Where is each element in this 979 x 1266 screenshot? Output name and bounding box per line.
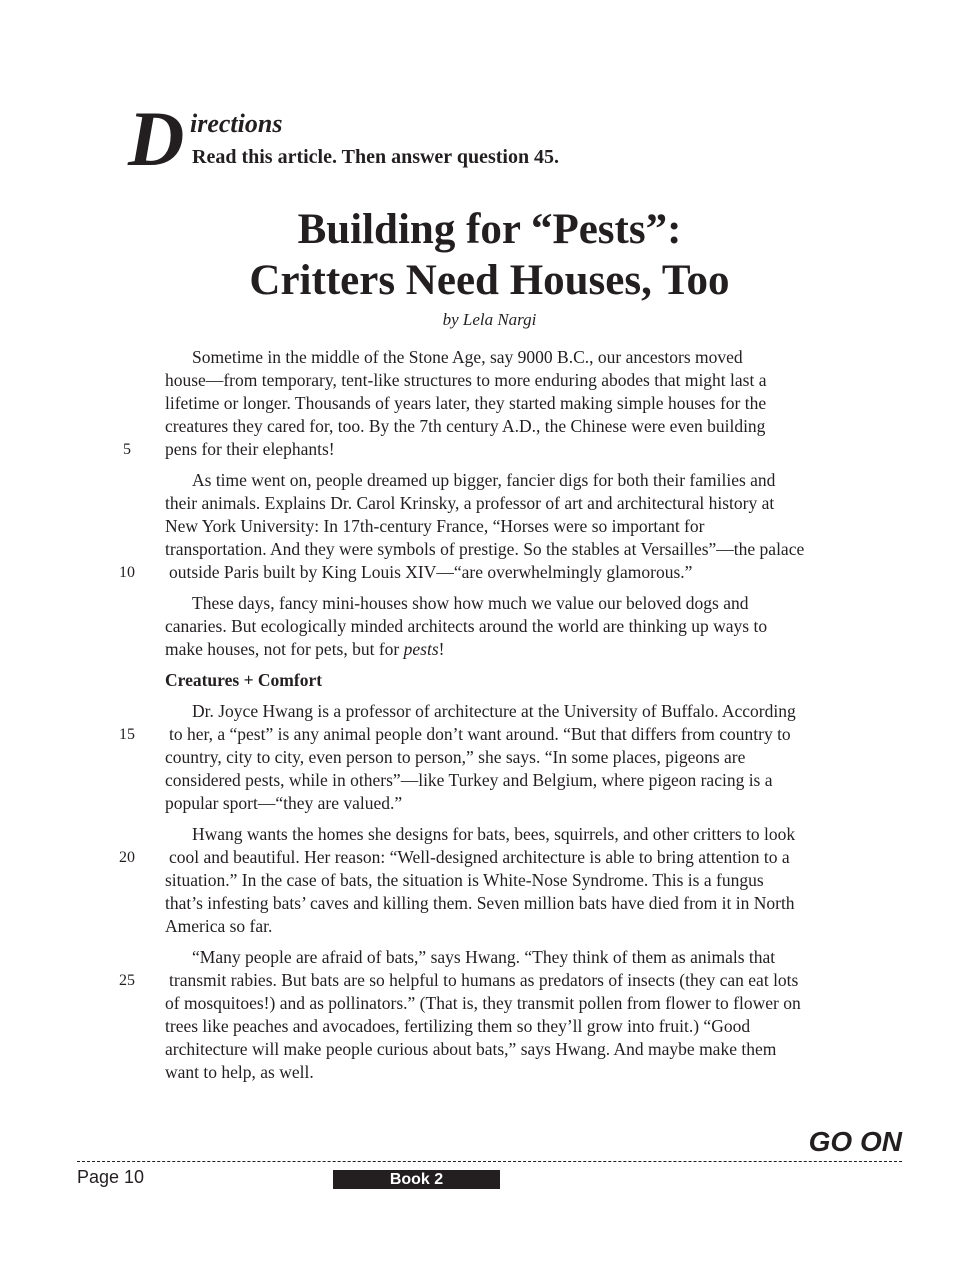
text-line: Sometime in the middle of the Stone Age, say 9000 B.C., our ancestors moved xyxy=(192,347,743,367)
text-line: of mosquitoes!) and as pollinators.” (That is, they transmit pollen from flower to flower on xyxy=(165,993,801,1013)
section-heading: Creatures + Comfort xyxy=(165,670,323,690)
text-line: “Many people are afraid of bats,” says Hwang. “They think of them as animals that xyxy=(192,947,776,967)
article-title-line-2: Critters Need Houses, Too xyxy=(249,257,730,304)
text-line: country, city to city, even person to person,” she says. “In some places, pigeons are xyxy=(165,747,746,767)
text-line: creatures they cared for, too. By the 7th century A.D., the Chinese were even building xyxy=(165,416,766,436)
line-number: 20 xyxy=(119,849,135,866)
text-line: want to help, as well. xyxy=(165,1062,314,1082)
text-line: their animals. Explains Dr. Carol Krinsky, a professor of art and architectural history at xyxy=(165,493,775,513)
text-line: Dr. Joyce Hwang is a professor of architecture at the University of Buffalo. According xyxy=(192,701,796,721)
directions-heading: irections xyxy=(190,109,283,138)
text-line: that’s infesting bats’ caves and killing them. Seven million bats have died from it in North xyxy=(165,893,795,913)
text-line: situation.” In the case of bats, the situation is White-Nose Syndrome. This is a fungus xyxy=(165,870,764,890)
line-number: 5 xyxy=(123,441,131,458)
text-line: cool and beautiful. Her reason: “Well-designed architecture is able to bring attention to a xyxy=(169,847,790,867)
text-line: canaries. But ecologically minded architects around the world are thinking up ways to xyxy=(165,616,768,636)
text-line: trees like peaches and avocadoes, fertilizing them so they’ll grow into fruit.) “Good xyxy=(165,1016,751,1036)
article-title-line-1: Building for “Pests”: xyxy=(297,206,682,253)
footer-divider xyxy=(77,1161,902,1162)
emphasis-pests: pests xyxy=(403,639,439,659)
article-byline: by Lela Nargi xyxy=(442,310,537,329)
text-line: popular sport—“they are valued.” xyxy=(165,793,403,813)
go-on-label: GO ON xyxy=(808,1126,902,1157)
article-title xyxy=(0,204,979,306)
text-line xyxy=(165,638,444,661)
line-number: 15 xyxy=(119,726,135,743)
text-line: to her, a “pest” is any animal people don’t want around. “But that differs from country to xyxy=(169,724,791,744)
directions-instruction: Read this article. Then answer question 45. xyxy=(192,146,560,168)
text-line: outside Paris built by King Louis XIV—“are overwhelmingly glamorous.” xyxy=(169,562,693,582)
text-line: Hwang wants the homes she designs for bats, bees, squirrels, and other critters to look xyxy=(192,824,796,844)
text-line: architecture will make people curious about bats,” says Hwang. And maybe make them xyxy=(165,1039,777,1059)
directions-block xyxy=(128,95,828,182)
text-line: America so far. xyxy=(165,916,273,936)
line-number: 25 xyxy=(119,972,135,989)
page-number: Page 10 xyxy=(77,1167,145,1187)
text-line: house—from temporary, tent-like structures to more enduring abodes that might last a xyxy=(165,370,767,390)
text-run: make houses, not for pets, but for xyxy=(165,639,404,659)
text-line: New York University: In 17th-century France, “Horses were so important for xyxy=(165,516,705,536)
book-label: Book 2 xyxy=(333,1170,500,1189)
directions-drop-cap: D xyxy=(128,95,185,182)
text-run: ! xyxy=(438,639,445,659)
text-line: pens for their elephants! xyxy=(165,439,335,459)
text-line: considered pests, while in others”—like Turkey and Belgium, where pigeon racing is a xyxy=(165,770,773,790)
text-line: lifetime or longer. Thousands of years later, they started making simple houses for the xyxy=(165,393,767,413)
text-line: These days, fancy mini-houses show how much we value our beloved dogs and xyxy=(192,593,749,613)
text-line: As time went on, people dreamed up bigger, fancier digs for both their families and xyxy=(192,470,776,490)
line-number: 10 xyxy=(119,564,135,581)
text-line: transmit rabies. But bats are so helpful to humans as predators of insects (they can eat lots xyxy=(169,970,799,990)
text-line: transportation. And they were symbols of prestige. So the stables at Versailles”—the palace xyxy=(165,539,805,559)
